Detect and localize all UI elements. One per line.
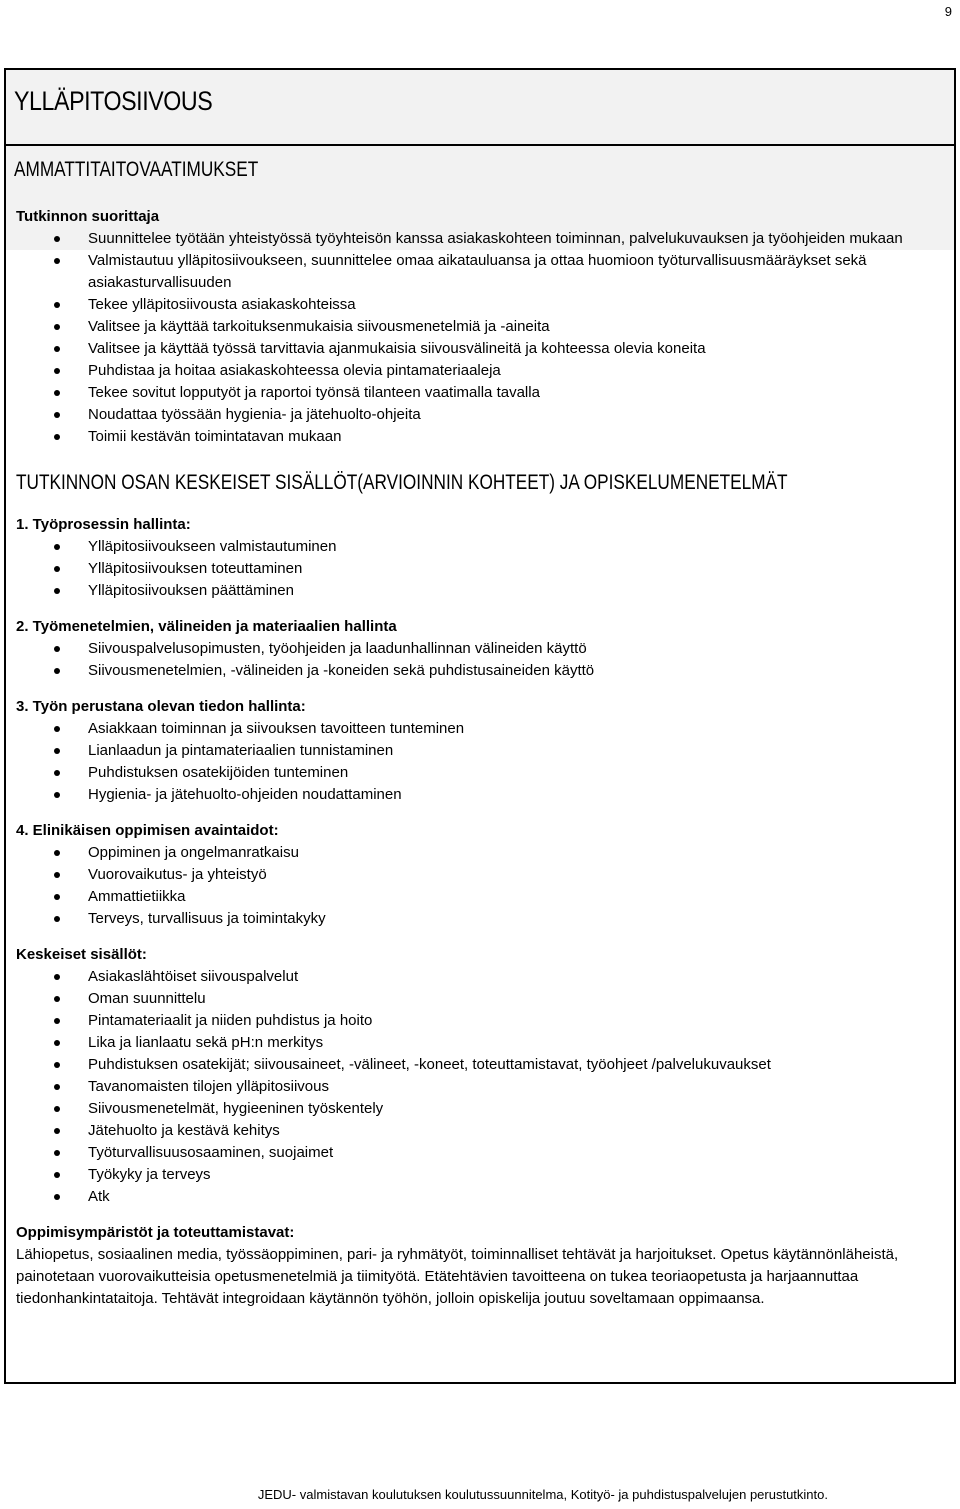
list-item: Puhdistuksen osatekijät; siivousaineet, -välineet, -koneet, toteuttamistavat, työohjeet /palvelukuvaukset xyxy=(16,1054,946,1076)
section-list xyxy=(16,638,946,682)
list-item: Asiakaslähtöiset siivouspalvelut xyxy=(16,966,946,988)
list-item: Vuorovaikutus- ja yhteistyö xyxy=(16,864,946,886)
list-item: Valitsee ja käyttää työssä tarvittavia ajanmukaisia siivousvälineitä ja kohteessa olevia koneita xyxy=(16,338,946,360)
performer-list xyxy=(16,228,946,448)
content-heading: TUTKINNON OSAN KESKEISET SISÄLLÖT(ARVIOINNIN KOHTEET) JA OPISKELUMENETELMÄT xyxy=(16,471,788,494)
list-item: Oman suunnittelu xyxy=(16,988,946,1010)
list-item: Asiakkaan toiminnan ja siivouksen tavoitteen tunteminen xyxy=(16,718,946,740)
section-heading: 2. Työmenetelmien, välineiden ja materiaalien hallinta xyxy=(16,618,397,635)
list-item: Ylläpitosiivouksen toteuttaminen xyxy=(16,558,946,580)
environments-heading: Oppimisympäristöt ja toteuttamistavat: xyxy=(16,1224,295,1241)
environments-text: Lähiopetus, sosiaalinen media, työssäoppiminen, pari- ja ryhmätyöt, toiminnalliset tehtävät ja harjoitukset. Opetus käytännönläheistä, painotetaan vuorovaikutteisia opetusmenetelmiä ja tiimityötä. Etätehtävien tavoitteena on tukea teoriaopetusta ja harjaannuttaa tiedonhankintataitoja. Tehtävät integroidaan käytännön työhön, jolloin opiskelija joutuu soveltamaan oppimaansa. xyxy=(16,1246,899,1307)
list-item: Atk xyxy=(16,1186,946,1208)
section-heading: Keskeiset sisällöt: xyxy=(16,946,147,963)
list-item: Siivousmenetelmät, hygieeninen työskentely xyxy=(16,1098,946,1120)
title-row xyxy=(6,70,954,146)
list-item: Ylläpitosiivouksen päättäminen xyxy=(16,580,946,602)
list-item: Tavanomaisten tilojen ylläpitosiivous xyxy=(16,1076,946,1098)
list-item: Pintamateriaalit ja niiden puhdistus ja hoito xyxy=(16,1010,946,1032)
section-heading: 1. Työprosessin hallinta: xyxy=(16,516,191,533)
page-footer: JEDU- valmistavan koulutuksen koulutussuunnitelma, Kotityö- ja puhdistuspalvelujen perustutkinto. xyxy=(257,1487,828,1502)
section-subtitle: AMMATTITAITOVAATIMUKSET xyxy=(14,158,259,181)
list-item: Noudattaa työssään hygienia- ja jätehuolto-ohjeita xyxy=(16,404,946,426)
document-frame xyxy=(4,68,956,1384)
list-item: Siivousmenetelmien, -välineiden ja -koneiden sekä puhdistusaineiden käyttö xyxy=(16,660,946,682)
list-item: Jätehuolto ja kestävä kehitys xyxy=(16,1120,946,1142)
list-item: Tekee ylläpitosiivousta asiakaskohteissa xyxy=(16,294,946,316)
list-item: Puhdistaa ja hoitaa asiakaskohteessa olevia pintamateriaaleja xyxy=(16,360,946,382)
performer-heading: Tutkinnon suorittaja xyxy=(16,208,160,225)
section-list xyxy=(16,966,946,1208)
section-heading: 3. Työn perustana olevan tiedon hallinta: xyxy=(16,698,306,715)
list-item: Valmistautuu ylläpitosiivoukseen, suunnittelee omaa aikatauluansa ja ottaa huomioon työturvallisuusmääräykset sekä asiakasturvallisuuden xyxy=(16,250,946,294)
list-item: Terveys, turvallisuus ja toimintakyky xyxy=(16,908,946,930)
list-item: Oppiminen ja ongelmanratkaisu xyxy=(16,842,946,864)
list-item: Suunnittelee työtään yhteistyössä työyhteisön kanssa asiakaskohteen toiminnan, palvelukuvauksen ja työohjeiden mukaan xyxy=(16,228,946,250)
list-item: Toimii kestävän toimintatavan mukaan xyxy=(16,426,946,448)
document-content xyxy=(16,206,946,1310)
list-item: Lika ja lianlaatu sekä pH:n merkitys xyxy=(16,1032,946,1054)
section-list xyxy=(16,536,946,602)
section-heading: 4. Elinikäisen oppimisen avaintaidot: xyxy=(16,822,279,839)
section-list xyxy=(16,718,946,806)
list-item: Työkyky ja terveys xyxy=(16,1164,946,1186)
page-title: YLLÄPITOSIIVOUS xyxy=(14,86,213,116)
list-item: Hygienia- ja jätehuolto-ohjeiden noudattaminen xyxy=(16,784,946,806)
list-item: Valitsee ja käyttää tarkoituksenmukaisia siivousmenetelmiä ja -aineita xyxy=(16,316,946,338)
list-item: Puhdistuksen osatekijöiden tunteminen xyxy=(16,762,946,784)
page-number: 9 xyxy=(944,4,952,19)
list-item: Lianlaadun ja pintamateriaalien tunnistaminen xyxy=(16,740,946,762)
list-item: Tekee sovitut lopputyöt ja raportoi työnsä tilanteen vaatimalla tavalla xyxy=(16,382,946,404)
list-item: Työturvallisuusosaaminen, suojaimet xyxy=(16,1142,946,1164)
list-item: Siivouspalvelusopimusten, työohjeiden ja laadunhallinnan välineiden käyttö xyxy=(16,638,946,660)
list-item: Ylläpitosiivoukseen valmistautuminen xyxy=(16,536,946,558)
list-item: Ammattietiikka xyxy=(16,886,946,908)
section-list xyxy=(16,842,946,930)
